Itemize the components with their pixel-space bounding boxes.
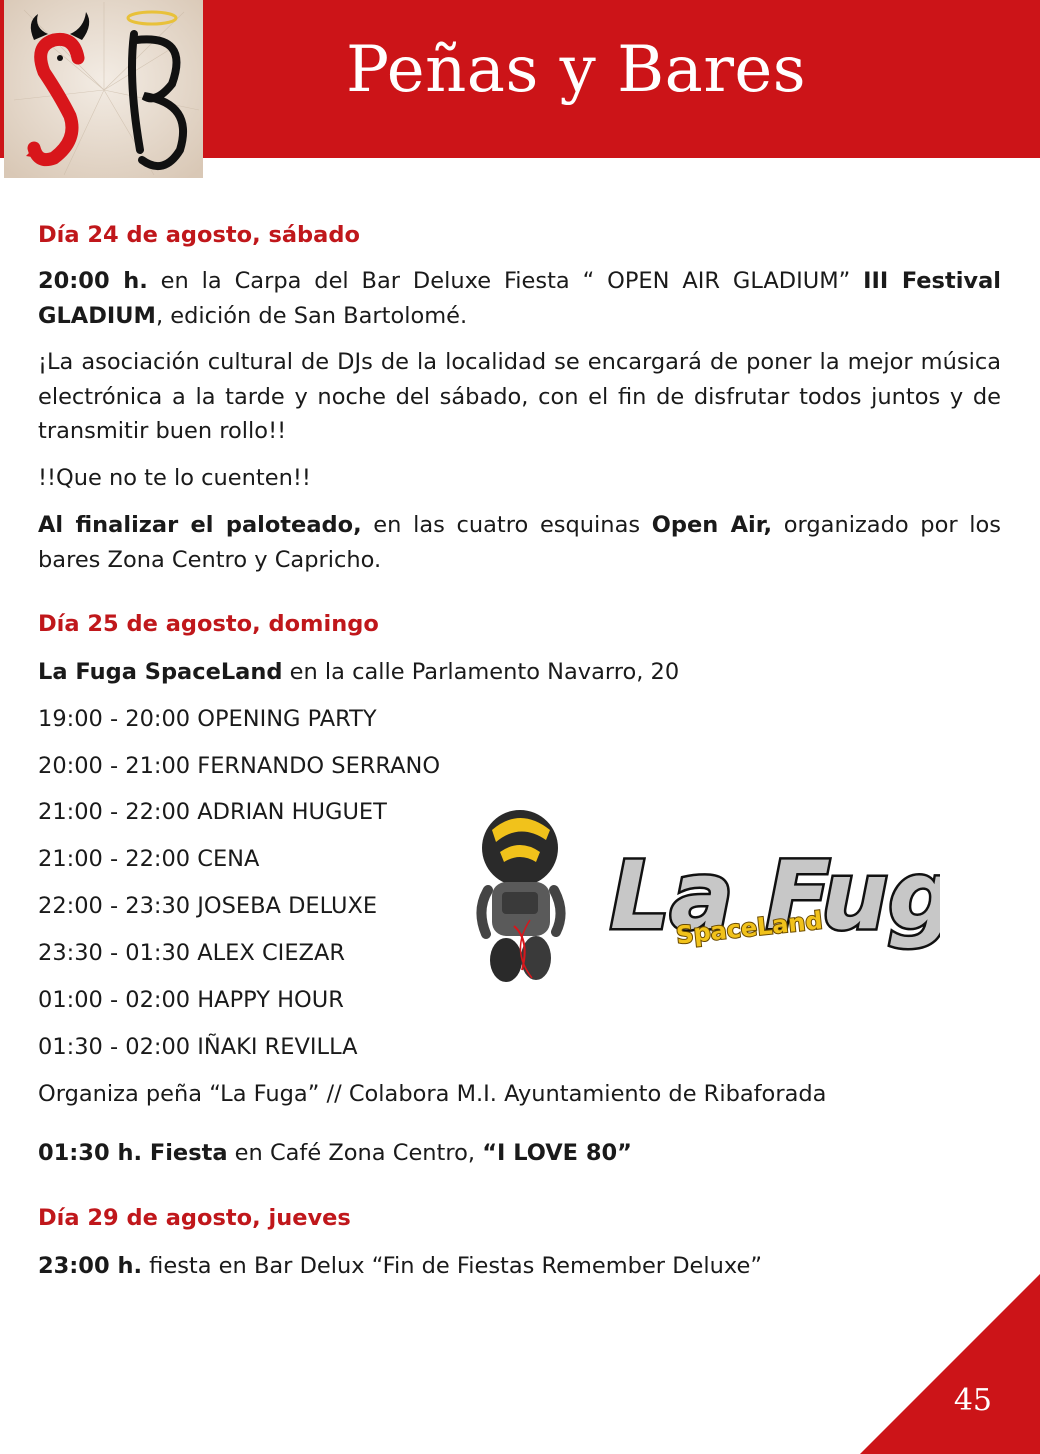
day-heading: Día 29 de agosto, jueves [38, 1205, 351, 1231]
event-text: en las cuatro esquinas [361, 512, 652, 538]
party-text: en Café Zona Centro, [227, 1140, 483, 1166]
schedule-item: 20:00 - 21:00 FERNANDO SERRANO [38, 753, 441, 779]
event-time: 23:00 h. [38, 1253, 143, 1279]
schedule-item: 21:00 - 22:00 ADRIAN HUGUET [38, 799, 387, 825]
venue-address: en la calle Parlamento Navarro, 20 [282, 659, 680, 685]
party-title: “I LOVE 80” [482, 1140, 632, 1166]
paragraph-remember [38, 1249, 1001, 1284]
event-title: III Festival GLADIUM [38, 268, 1001, 329]
spaceland-label: SpaceLand [674, 906, 824, 950]
event-title: Open Air, [651, 512, 773, 538]
event-text: , edición de San Bartolomé. [155, 302, 468, 329]
party-time: 01:30 h. Fiesta [38, 1140, 228, 1166]
la-fuga-logo [470, 800, 940, 1000]
schedule-item: 21:00 - 22:00 CENA [38, 846, 260, 872]
schedule-item: 23:30 - 01:30 ALEX CIEZAR [38, 940, 345, 966]
organizer-line: Organiza peña “La Fuga” // Colabora M.I. Ayuntamiento de Ribaforada [38, 1081, 827, 1107]
astronaut-icon [481, 810, 560, 982]
page-number: 45 [953, 1383, 992, 1418]
paragraph-open-air [38, 508, 1001, 577]
party-line [38, 1136, 1001, 1171]
event-lead: Al finalizar el paloteado, [38, 512, 362, 538]
event-time: 20:00 h. [38, 268, 148, 294]
event-text: organizado por los bares Zona Centro y Capricho. [38, 512, 1002, 573]
schedule-item: 19:00 - 20:00 OPENING PARTY [38, 706, 377, 732]
schedule-item: 01:00 - 02:00 HAPPY HOUR [38, 987, 344, 1013]
schedule-item: 22:00 - 23:30 JOSEBA DELUXE [38, 893, 378, 919]
schedule-item: 01:30 - 02:00 IÑAKI REVILLA [38, 1034, 358, 1060]
la-fuga-wordmark: La Fu [610, 842, 889, 951]
corner-triangle [860, 1274, 1040, 1454]
event-text: en la Carpa del Bar Deluxe Fiesta “ OPEN AIR GLADIUM” [147, 268, 864, 294]
day-heading: Día 25 de agosto, domingo [38, 611, 379, 637]
festival-logo [4, 0, 203, 178]
venue-line [38, 655, 1001, 690]
venue-name: La Fuga SpaceLand [38, 659, 283, 685]
paragraph-exclaim: !!Que no te lo cuenten!! [38, 465, 311, 491]
paragraph-djs: ¡La asociación cultural de DJs de la localidad se encargará de poner la mejor música electrónica a la tarde y noche del sábado, con el fin de disfrutar todos juntos y de transmitir buen rollo!! [38, 349, 1001, 444]
paragraph-festival [38, 264, 1001, 333]
event-text: fiesta en Bar Delux “Fin de Fiestas Remember Deluxe” [142, 1253, 763, 1279]
day-heading: Día 24 de agosto, sábado [38, 222, 360, 248]
page-title: Peñas y Bares [346, 33, 807, 107]
